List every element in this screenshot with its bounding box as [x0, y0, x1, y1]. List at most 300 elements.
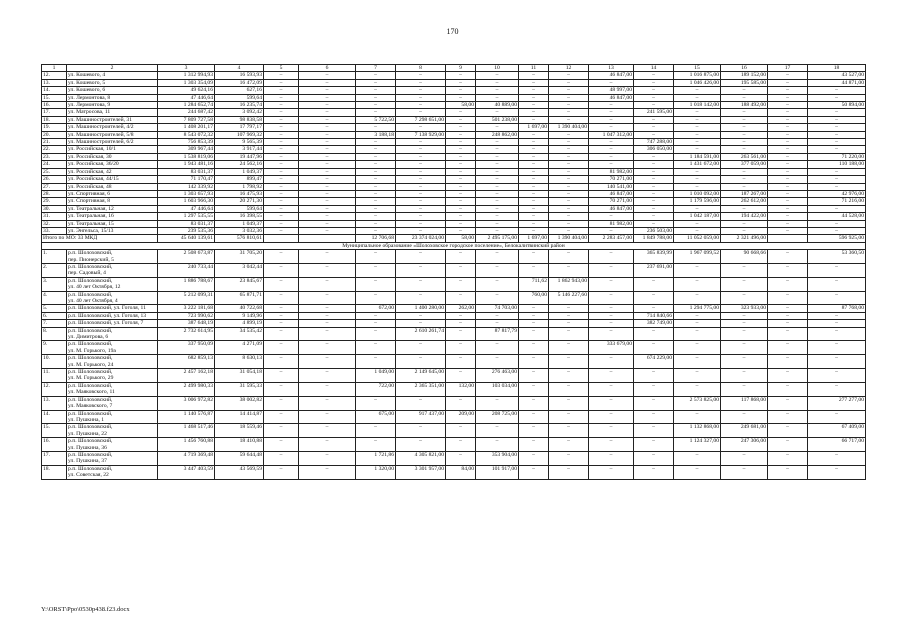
value-cell: 30. [42, 205, 67, 212]
value-cell: 5 722,50 [356, 116, 396, 123]
value-cell: 16 398,55 [215, 213, 264, 220]
value-cell: – [674, 168, 721, 175]
value-cell: – [396, 161, 446, 168]
value-cell: 71 220,00 [808, 153, 866, 160]
table-row [42, 465, 866, 479]
value-cell: – [264, 198, 299, 205]
value-cell: – [299, 146, 356, 153]
value-cell: – [674, 205, 721, 212]
row-number: 3. [42, 277, 67, 291]
value-cell: – [721, 139, 768, 146]
value-cell: – [519, 183, 549, 190]
value-cell: – [299, 465, 356, 479]
value-cell: 46 847,00 [589, 94, 634, 101]
value-cell: – [264, 102, 299, 109]
value-cell: 2 610 261,74 [396, 327, 446, 341]
value-cell: 1 184 591,00 [674, 153, 721, 160]
value-cell: – [519, 341, 549, 355]
value-cell: 5 146 227,60 [549, 291, 589, 305]
value-cell: – [634, 327, 674, 341]
value-cell: 21. [42, 139, 67, 146]
value-cell: 195 585,00 [721, 79, 768, 86]
value-cell: 599,64 [215, 205, 264, 212]
value-cell: – [808, 465, 866, 479]
address-line-2: ул. 40 лет Октября, 12 [68, 284, 121, 291]
value-cell: – [768, 263, 808, 277]
table-row [42, 146, 866, 153]
value-cell: – [519, 190, 549, 197]
address-cell [67, 355, 158, 369]
address-line-2: ул. 40 лет Октября, 4 [68, 298, 118, 304]
address-line-2: ул. М. Горького, 29 [68, 375, 114, 382]
value-cell: 1 284 652,74 [158, 102, 215, 109]
table-row [42, 424, 866, 438]
value-cell: 1 016 875,00 [674, 72, 721, 79]
section-title: Муниципальное образование «Шолоховское городское поселение», Белокалитвинский район [42, 242, 866, 249]
value-cell: – [299, 396, 356, 410]
address-line-2: ул. М. Горького, 24 [68, 361, 114, 368]
value-cell: – [589, 382, 634, 396]
address-cell: ул. Кошевого, 4 [67, 72, 158, 79]
value-cell: 747 288,00 [634, 139, 674, 146]
value-cell: 40 889,00 [476, 102, 519, 109]
value-cell: – [721, 227, 768, 234]
value-cell: 70 271,00 [589, 176, 634, 183]
value-cell: 1 042 187,00 [674, 213, 721, 220]
row-number: 18. [42, 465, 67, 479]
address-line-2: ул. Советская, 22 [68, 472, 109, 479]
value-cell: 117 868,00 [721, 396, 768, 410]
value-cell: 9 149,96 [215, 312, 264, 319]
value-cell: – [549, 102, 589, 109]
value-cell: – [396, 438, 446, 452]
value-cell: – [299, 213, 356, 220]
address-line-2: ул. Пушкина, 22 [68, 430, 107, 437]
value-cell: – [634, 72, 674, 79]
value-cell: 74 703,00 [476, 305, 519, 312]
value-cell: – [634, 94, 674, 101]
address-cell [67, 277, 158, 291]
value-cell: – [356, 79, 396, 86]
value-cell: – [446, 341, 476, 355]
value-cell: 1 124 327,00 [674, 438, 721, 452]
value-cell: – [549, 109, 589, 116]
value-cell: – [549, 369, 589, 383]
value-cell: – [356, 250, 396, 264]
address-cell: ул. Машиностроителей, 4/2 [67, 124, 158, 131]
value-cell: – [808, 320, 866, 327]
value-cell: – [589, 227, 634, 234]
value-cell: – [808, 263, 866, 277]
value-cell: 3 917,44 [215, 146, 264, 153]
value-cell: – [634, 277, 674, 291]
value-cell: 501 238,00 [476, 116, 519, 123]
value-cell: 16. [42, 102, 67, 109]
value-cell: – [299, 87, 356, 94]
value-cell: 47 446,64 [158, 94, 215, 101]
value-cell: – [396, 220, 446, 227]
housing-repair-table [41, 64, 866, 480]
value-cell: 83 031,37 [158, 168, 215, 175]
value-cell: – [356, 190, 396, 197]
value-cell: – [264, 312, 299, 319]
value-cell: – [446, 438, 476, 452]
table-row [42, 139, 866, 146]
value-cell: – [356, 124, 396, 131]
value-cell: – [446, 176, 476, 183]
value-cell: 189 152,00 [721, 72, 768, 79]
table-row [42, 161, 866, 168]
table-row [42, 396, 866, 410]
value-cell: 71 170,47 [158, 176, 215, 183]
value-cell: – [589, 146, 634, 153]
table-row [42, 168, 866, 175]
value-cell: – [589, 277, 634, 291]
value-cell: – [768, 451, 808, 465]
value-cell: – [721, 168, 768, 175]
total-value: 1 390 404,00 [549, 235, 589, 242]
value-cell: 1 697,00 [519, 124, 549, 131]
value-cell: – [674, 312, 721, 319]
value-cell: – [634, 382, 674, 396]
value-cell: 16 475,93 [215, 190, 264, 197]
total-value: 596 925,00 [808, 235, 866, 242]
table-row [42, 369, 866, 383]
total-value: 58,00 [446, 235, 476, 242]
value-cell: – [721, 382, 768, 396]
value-cell: 627,16 [215, 87, 264, 94]
address-line-2: ул. Маяковского, 11 [68, 389, 115, 396]
value-cell: – [396, 320, 446, 327]
value-cell: – [476, 438, 519, 452]
value-cell: 46 847,00 [589, 205, 634, 212]
value-cell: 83 031,37 [158, 220, 215, 227]
value-cell: – [299, 94, 356, 101]
value-cell: 599,64 [215, 94, 264, 101]
value-cell: 23 845,67 [215, 277, 264, 291]
value-cell: 20 271,30 [215, 198, 264, 205]
value-cell: – [808, 227, 866, 234]
total-value: 12 706,68 [356, 235, 396, 242]
value-cell: – [674, 139, 721, 146]
value-cell: – [476, 176, 519, 183]
value-cell: – [476, 72, 519, 79]
address-cell [67, 327, 158, 341]
value-cell: – [721, 451, 768, 465]
table-row [42, 79, 866, 86]
row-number: 5. [42, 305, 67, 312]
value-cell: – [721, 87, 768, 94]
address-cell: ул. Театральная, 15 [67, 220, 158, 227]
value-cell: – [768, 227, 808, 234]
value-cell: – [264, 72, 299, 79]
value-cell: 2 457 162,18 [158, 369, 215, 383]
value-cell: 24. [42, 161, 67, 168]
value-cell: 1 049,00 [356, 369, 396, 383]
column-number: 5 [264, 65, 299, 72]
value-cell: – [808, 369, 866, 383]
address-cell: ул. Кошевого, 5 [67, 79, 158, 86]
value-cell: – [549, 183, 589, 190]
value-cell: – [768, 72, 808, 79]
table-row [42, 220, 866, 227]
value-cell: – [299, 131, 356, 138]
value-cell: – [519, 320, 549, 327]
value-cell: – [674, 355, 721, 369]
value-cell: – [476, 168, 519, 175]
value-cell: – [356, 263, 396, 277]
value-cell: – [396, 341, 446, 355]
value-cell: 333 679,00 [589, 341, 634, 355]
column-number: 4 [215, 65, 264, 72]
value-cell: – [768, 277, 808, 291]
value-cell: – [519, 220, 549, 227]
value-cell: 71 216,00 [808, 198, 866, 205]
value-cell: 25. [42, 168, 67, 175]
value-cell: – [396, 139, 446, 146]
value-cell: 723 990,62 [158, 312, 215, 319]
value-cell: 208 725,00 [476, 410, 519, 424]
value-cell: 674 229,00 [634, 355, 674, 369]
address-line-1: р.п. Шолоховский, ул. Гоголя, 13 [68, 312, 147, 319]
value-cell: – [589, 312, 634, 319]
value-cell: – [299, 139, 356, 146]
address-cell: ул. Российская, 36/20 [67, 161, 158, 168]
value-cell: – [519, 355, 549, 369]
row-number: 2. [42, 263, 67, 277]
address-cell: ул. Кошевого, 6 [67, 87, 158, 94]
value-cell: – [808, 451, 866, 465]
value-cell: – [299, 312, 356, 319]
value-cell: – [264, 382, 299, 396]
value-cell: – [674, 220, 721, 227]
row-number: 1. [42, 250, 67, 264]
value-cell: 1 179 596,00 [674, 198, 721, 205]
value-cell: – [808, 87, 866, 94]
value-cell: – [446, 94, 476, 101]
value-cell: – [674, 382, 721, 396]
table-row [42, 87, 866, 94]
value-cell: – [396, 263, 446, 277]
value-cell: – [634, 424, 674, 438]
file-path-footer: Y:\ORST\Ppo\0530p438.f23.docx [41, 606, 130, 613]
value-cell: 323 933,00 [721, 305, 768, 312]
address-line-1: р.п. Шолоховский, [68, 438, 113, 445]
value-cell: – [299, 451, 356, 465]
value-cell: – [264, 205, 299, 212]
total-value: 11 052 059,00 [674, 235, 721, 242]
value-cell: 2 149 645,00 [396, 369, 446, 383]
value-cell: 17 797,17 [215, 124, 264, 131]
value-cell: – [299, 220, 356, 227]
value-cell: – [356, 355, 396, 369]
value-cell: 31 595,33 [215, 382, 264, 396]
value-cell: – [476, 396, 519, 410]
table-row [42, 213, 866, 220]
total-value: 576 810,61 [215, 235, 264, 242]
value-cell: – [476, 263, 519, 277]
table-row [42, 451, 866, 465]
value-cell: 29. [42, 198, 67, 205]
value-cell: – [396, 213, 446, 220]
value-cell: – [446, 205, 476, 212]
value-cell: – [356, 102, 396, 109]
value-cell: – [589, 124, 634, 131]
page-number: 170 [446, 27, 459, 36]
column-number: 12 [549, 65, 589, 72]
value-cell: – [264, 424, 299, 438]
value-cell: 17. [42, 109, 67, 116]
value-cell: – [356, 94, 396, 101]
value-cell: – [721, 176, 768, 183]
value-cell: 110 188,00 [808, 161, 866, 168]
value-cell: 70 271,00 [589, 198, 634, 205]
column-number: 3 [158, 65, 215, 72]
value-cell: – [476, 227, 519, 234]
value-cell: – [264, 277, 299, 291]
value-cell: – [549, 79, 589, 86]
column-number: 11 [519, 65, 549, 72]
value-cell: – [549, 355, 589, 369]
value-cell: – [768, 369, 808, 383]
value-cell: – [808, 116, 866, 123]
value-cell: 1 798,92 [215, 183, 264, 190]
value-cell: – [549, 327, 589, 341]
value-cell: – [674, 341, 721, 355]
value-cell: – [356, 320, 396, 327]
value-cell: – [549, 116, 589, 123]
value-cell: – [768, 153, 808, 160]
value-cell: 382 749,00 [634, 320, 674, 327]
value-cell: 20. [42, 131, 67, 138]
value-cell: – [356, 291, 396, 305]
value-cell: 209,00 [446, 410, 476, 424]
value-cell: – [356, 72, 396, 79]
value-cell: 8 543 072,32 [158, 131, 215, 138]
table-row [42, 438, 866, 452]
address-cell: ул. Российская, 30 [67, 153, 158, 160]
value-cell: – [808, 220, 866, 227]
value-cell: 58,00 [446, 102, 476, 109]
value-cell: 2 499 980,33 [158, 382, 215, 396]
value-cell: – [589, 263, 634, 277]
value-cell: 15. [42, 94, 67, 101]
value-cell: – [721, 312, 768, 319]
value-cell: – [519, 250, 549, 264]
table-row [42, 198, 866, 205]
value-cell: – [299, 410, 356, 424]
value-cell: – [396, 250, 446, 264]
table-row [42, 124, 866, 131]
value-cell: – [446, 153, 476, 160]
column-number: 1 [42, 65, 67, 72]
value-cell: – [519, 451, 549, 465]
value-cell: – [721, 109, 768, 116]
value-cell: 3 301 957,00 [396, 465, 446, 479]
address-cell: ул. Театральная, 12 [67, 205, 158, 212]
value-cell: – [264, 305, 299, 312]
value-cell: – [476, 109, 519, 116]
value-cell: 48 997,00 [589, 87, 634, 94]
value-cell: – [549, 382, 589, 396]
table-row [42, 190, 866, 197]
address-line-2: ул. Пушкина, 36 [68, 444, 107, 451]
value-cell: – [519, 94, 549, 101]
value-cell: – [589, 161, 634, 168]
value-cell: 187 267,00 [721, 190, 768, 197]
value-cell: – [299, 102, 356, 109]
value-cell: – [356, 183, 396, 190]
value-cell: – [299, 355, 356, 369]
value-cell: – [634, 396, 674, 410]
value-cell: – [808, 168, 866, 175]
value-cell: – [356, 396, 396, 410]
value-cell: 1 390 404,00 [549, 124, 589, 131]
value-cell: – [721, 116, 768, 123]
value-cell: – [396, 312, 446, 319]
value-cell: – [674, 410, 721, 424]
value-cell: – [808, 355, 866, 369]
value-cell: 263 561,00 [721, 153, 768, 160]
value-cell: – [519, 205, 549, 212]
value-cell: 1 046 426,00 [674, 79, 721, 86]
value-cell: 1 721,86 [356, 451, 396, 465]
value-cell: – [634, 161, 674, 168]
value-cell: – [589, 102, 634, 109]
value-cell: 5 212 099,31 [158, 291, 215, 305]
value-cell: 247 306,00 [721, 438, 768, 452]
row-number: 14. [42, 410, 67, 424]
value-cell: – [396, 79, 446, 86]
value-cell: – [768, 438, 808, 452]
value-cell: – [299, 369, 356, 383]
address-line-1: р.п. Шолоховский, ул. Гоголя, 7 [68, 320, 144, 327]
value-cell: – [634, 183, 674, 190]
value-cell: – [589, 355, 634, 369]
value-cell: – [264, 161, 299, 168]
address-cell [67, 291, 158, 305]
address-cell [67, 263, 158, 277]
value-cell: 33. [42, 227, 67, 234]
value-cell: 337 950,09 [158, 341, 215, 355]
value-cell: – [549, 465, 589, 479]
value-cell: – [768, 124, 808, 131]
value-cell: – [299, 438, 356, 452]
value-cell: – [519, 87, 549, 94]
value-cell: 67 409,00 [808, 424, 866, 438]
row-number: 11. [42, 369, 67, 383]
value-cell: – [396, 94, 446, 101]
value-cell: – [549, 168, 589, 175]
value-cell: – [519, 198, 549, 205]
address-line-2: ул. Пушкина, 37 [68, 458, 107, 465]
total-value: 23 374 024,00 [396, 235, 446, 242]
value-cell: – [356, 220, 396, 227]
value-cell: – [808, 131, 866, 138]
value-cell: – [549, 176, 589, 183]
value-cell: – [476, 190, 519, 197]
value-cell: 26. [42, 176, 67, 183]
value-cell: – [264, 109, 299, 116]
value-cell: – [634, 369, 674, 383]
table-row [42, 277, 866, 291]
value-cell: – [674, 183, 721, 190]
value-cell: – [299, 153, 356, 160]
value-cell: 1 886 788,67 [158, 277, 215, 291]
value-cell: – [721, 355, 768, 369]
value-cell: 262 612,00 [721, 198, 768, 205]
address-cell: ул. Матросова, 11 [67, 109, 158, 116]
